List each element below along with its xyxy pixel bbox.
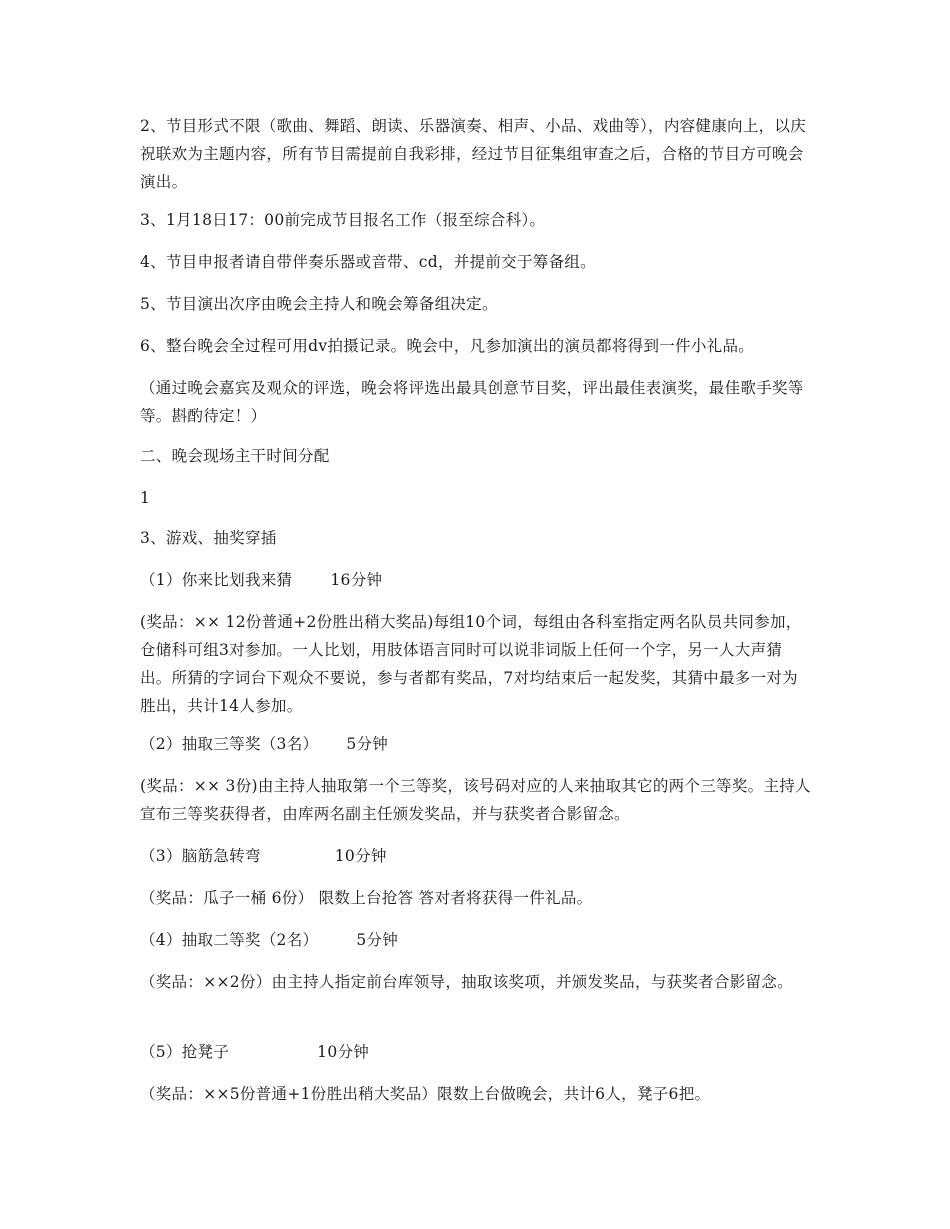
awards-note: （通过晚会嘉宾及观众的评选，晚会将评选出最具创意节目奖，评出最佳表演奖，最佳歌手奖等等。斟酌待定！）	[140, 379, 804, 425]
item-2-program-format: 2、节目形式不限（歌曲、舞蹈、朗读、乐器演奏、相声、小品、戏曲等），内容健康向上，以庆祝联欢为主题内容，所有节目需提前自我彩排，经过节目征集组审查之后，合格的节目方可晚会演出。	[140, 117, 807, 191]
game-1-title: （1）你来比划我来猜	[140, 571, 293, 589]
game-4-duration: 5分钟	[356, 931, 399, 949]
game-1-description: (奖品：×× 12份普通+2份胜出稍大奖品)每组10个词，每组由各科室指定两名队员共同参加，仓储科可组3对参加。一人比划，用肢体语言同时可以说非词版上任何一个字，另一人大声猜出。所猜的字词台下观众不要说，参与者都有奖品，7对均结束后一起发奖，其猜中最多一对为胜出，共计14人参加。	[140, 613, 802, 715]
list-number: 1	[140, 489, 151, 507]
game-3-description: （奖品：瓜子一桶 6份） 限数上台抢答 答对者将获得一件礼品。	[140, 889, 593, 907]
item-6-recording: 6、整台晚会全过程可用dv拍摄记录。晚会中，凡参加演出的演员都将得到一件小礼品。	[140, 337, 755, 355]
game-4-description: （奖品：××2份）由主持人指定前台库领导，抽取该奖项，并颁发奖品，与获奖者合影留念。	[140, 973, 793, 991]
game-2-description: (奖品：×× 3份)由主持人抽取第一个三等奖，该号码对应的人来抽取其它的两个三等奖。主持人宣布三等奖获得者，由库两名副主任颁发奖品，并与获奖者合影留念。	[140, 777, 811, 823]
subheading-games-lottery: 3、游戏、抽奖穿插	[140, 529, 277, 547]
section-heading-time-allocation: 二、晚会现场主干时间分配	[140, 447, 330, 465]
game-5-description: （奖品：××5份普通+1份胜出稍大奖品）限数上台做晚会，共计6人，凳子6把。	[140, 1085, 711, 1103]
game-2-title: （2）抽取三等奖（3名）	[140, 735, 319, 753]
item-5-performance-order: 5、节目演出次序由晚会主持人和晚会筹备组决定。	[140, 295, 498, 313]
game-3-title: （3）脑筋急转弯	[140, 847, 261, 865]
game-5-title: （5）抢凳子	[140, 1043, 230, 1061]
item-4-accompaniment: 4、节目申报者请自带伴奏乐器或音带、cd，并提前交于筹备组。	[140, 253, 596, 271]
item-3-registration-deadline: 3、1月18日17：00前完成节目报名工作（报至综合科）。	[140, 211, 546, 229]
game-2-duration: 5分钟	[346, 735, 389, 753]
game-2-header	[140, 730, 812, 758]
game-3-duration: 10分钟	[334, 847, 387, 865]
game-1-header	[140, 566, 812, 594]
game-3-header	[140, 842, 812, 870]
game-4-title: （4）抽取二等奖（2名）	[140, 931, 319, 949]
game-5-duration: 10分钟	[317, 1043, 370, 1061]
game-1-duration: 16分钟	[330, 571, 383, 589]
game-4-header	[140, 926, 812, 954]
game-5-header	[140, 1038, 812, 1066]
